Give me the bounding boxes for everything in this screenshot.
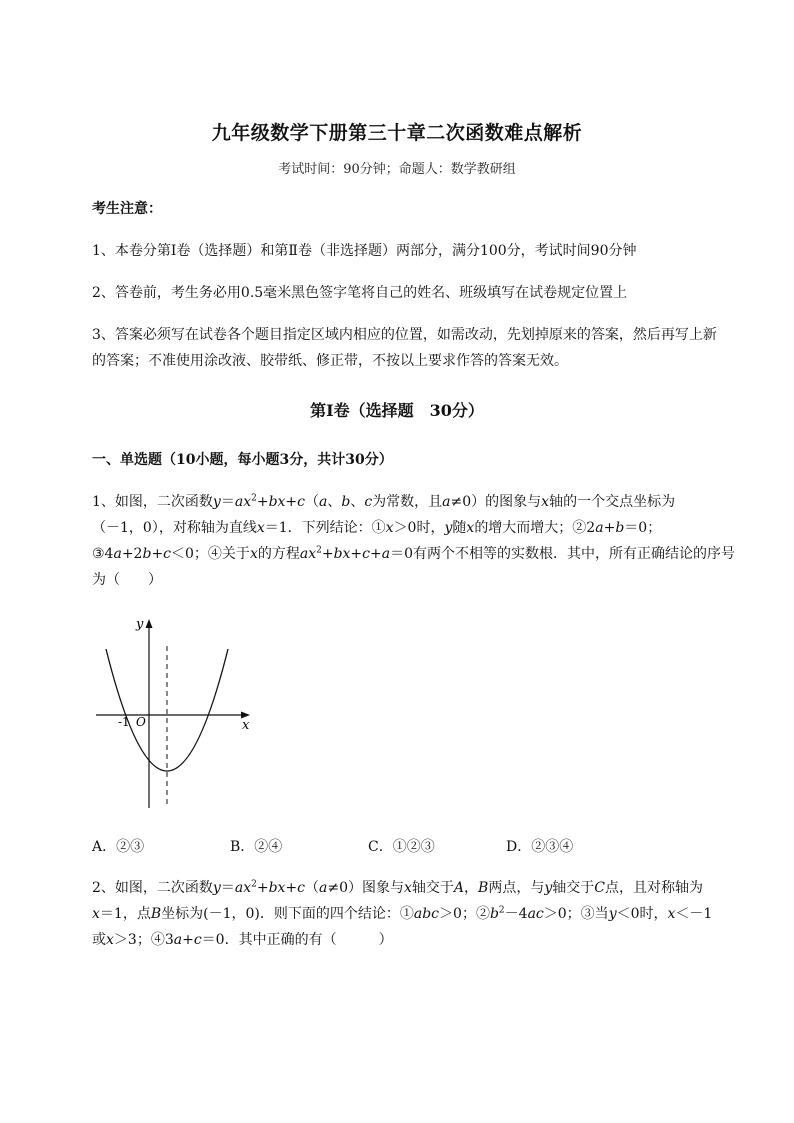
part-heading: 一、单选题（10小题，每小题3分，共计30分）: [92, 452, 393, 468]
q1-parabola-figure: [92, 612, 262, 816]
q1-line-1: 1、如图，二次函数$y=ax^2+bx+c(a$、b、c为常数，且a≠0）的图象与x轴的一个交点坐标为: [92, 493, 676, 510]
choice-a[interactable]: A．②③: [92, 839, 145, 855]
q1-line-2: （－1，0），对称轴为直线x＝1．下列结论：①x＞0时，y随x的增大而增大；②2a+b＝0；: [92, 520, 662, 536]
exam-subtitle: 考试时间：90分钟；命题人：数学教研组: [278, 162, 516, 177]
q2-line-1: 2、如图，二次函数$y=ax^2+bx+c(a\ne 0)$图象与x轴交于A，B两点，与y轴交于C点，且对称轴为: [92, 879, 703, 896]
y-axis-arrow: [146, 619, 153, 628]
notice-item-1: 1、本卷分第I卷（选择题）和第Ⅱ卷（非选择题）两部分，满分100分，考试时间90分钟: [92, 243, 637, 259]
q1-line-3: ③4a+2b+c＜0；④关于x的方程$ax^2+bx+c+a=0$有两个不相等的实数根．其中，所有正确结论的序号: [92, 545, 735, 562]
choice-c[interactable]: C．①②③: [368, 839, 435, 855]
notice-heading: 考生注意：: [92, 201, 162, 217]
y-axis-label: y: [136, 617, 144, 632]
x-axis-label: x: [242, 718, 250, 733]
notice-item-3-line-2: 的答案；不准使用涂改液、胶带纸、修正带，不按以上要求作答的答案无效。: [92, 353, 568, 369]
q2-line-3: 或x＞3；④3a+c＝0．其中正确的有（ ）: [92, 932, 393, 948]
choice-b[interactable]: B．②④: [230, 839, 283, 855]
page-title: 九年级数学下册第三十章二次函数难点解析: [211, 122, 583, 144]
neg-one-label: -1: [118, 715, 130, 729]
notice-item-2: 2、答卷前，考生务必用0.5毫米黑色签字笔将自己的姓名、班级填写在试卷规定位置上: [92, 285, 628, 301]
choice-d[interactable]: D．②③④: [506, 839, 574, 855]
q1-choices: [92, 836, 752, 860]
q2-line-2: x＝1，点B坐标为(－1，0)．则下面的四个结论：①abc＞0；$②b^2-4ac>0$；③当y＜0时，x＜－1: [92, 905, 713, 922]
origin-label: O: [136, 715, 146, 729]
parabola-graph: [92, 612, 262, 812]
notice-item-3-line-1: 3、答案必须写在试卷各个题目指定区域内相应的位置，如需改动，先划掉原来的答案，然后再写上新: [92, 327, 717, 343]
section-title: 第I卷（选择题 30分）: [310, 401, 484, 420]
q1-line-4: 为（ ）: [92, 572, 162, 588]
